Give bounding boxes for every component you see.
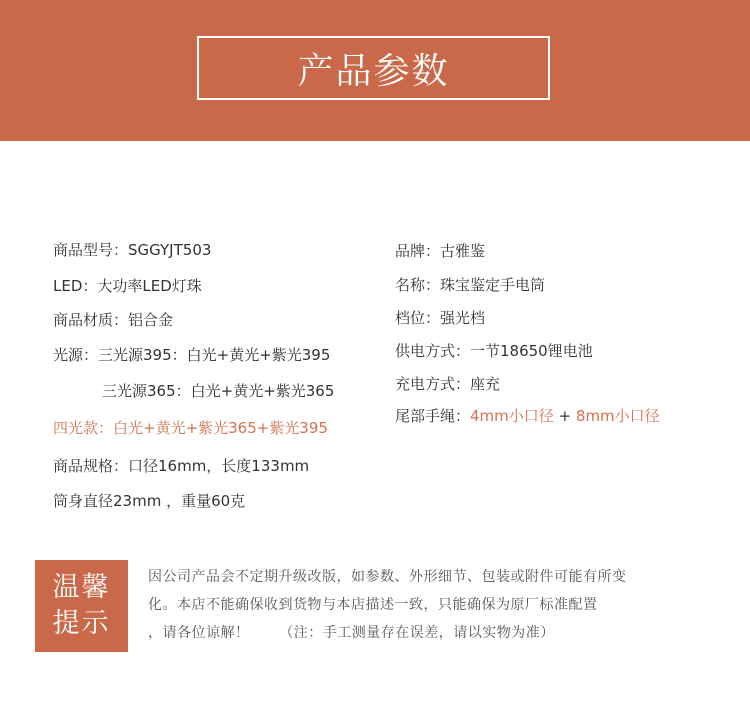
notice-text-line2: 化。本店不能确保收到货物与本店描述一致，只能确保为原厂标准配置 bbox=[148, 597, 598, 613]
notice-text-line3: ，请各位谅解！ （注：手工测量存在误差，请以实物为准） bbox=[148, 625, 555, 641]
spec-gear: 档位：强光档 bbox=[395, 309, 486, 327]
notice-text-line1: 因公司产品会不定期升级改版，如参数、外形细节、包装或附件可能有所变 bbox=[148, 569, 627, 585]
page-title: 产品参数 bbox=[197, 36, 550, 100]
spec-name: 名称：珠宝鉴定手电筒 bbox=[395, 276, 546, 294]
notice-badge-line1: 温馨 bbox=[52, 572, 111, 603]
lanyard-plus: + bbox=[553, 407, 576, 425]
lanyard-label: 尾部手绳： bbox=[395, 407, 471, 425]
lanyard-option-4mm: 4mm小口径 bbox=[470, 407, 554, 425]
lanyard-option-8mm: 8mm小口径 bbox=[575, 407, 660, 425]
spec-charge: 充电方式：座充 bbox=[395, 375, 501, 393]
header-banner bbox=[0, 0, 750, 141]
spec-four-light: 四光款：白光+黄光+紫光365+紫光395 bbox=[53, 419, 328, 437]
spec-light-source-365: 三光源365：白光+黄光+紫光365 bbox=[102, 382, 335, 400]
spec-power: 供电方式：一节18650锂电池 bbox=[395, 342, 593, 360]
notice-badge-line2: 提示 bbox=[52, 608, 111, 639]
spec-body: 筒身直径23mm ，重量60克 bbox=[53, 492, 246, 510]
spec-led: LED：大功率LED灯珠 bbox=[53, 277, 202, 295]
spec-size: 商品规格：口径16mm，长度133mm bbox=[53, 457, 310, 475]
spec-material: 商品材质：铝合金 bbox=[53, 311, 174, 329]
spec-light-source-395: 光源：三光源395：白光+黄光+紫光395 bbox=[53, 346, 331, 364]
spec-lanyard bbox=[395, 406, 660, 426]
notice-badge bbox=[35, 560, 128, 652]
spec-brand: 品牌：古雅鉴 bbox=[395, 242, 486, 260]
spec-model: 商品型号：SGGYJT503 bbox=[53, 241, 212, 259]
